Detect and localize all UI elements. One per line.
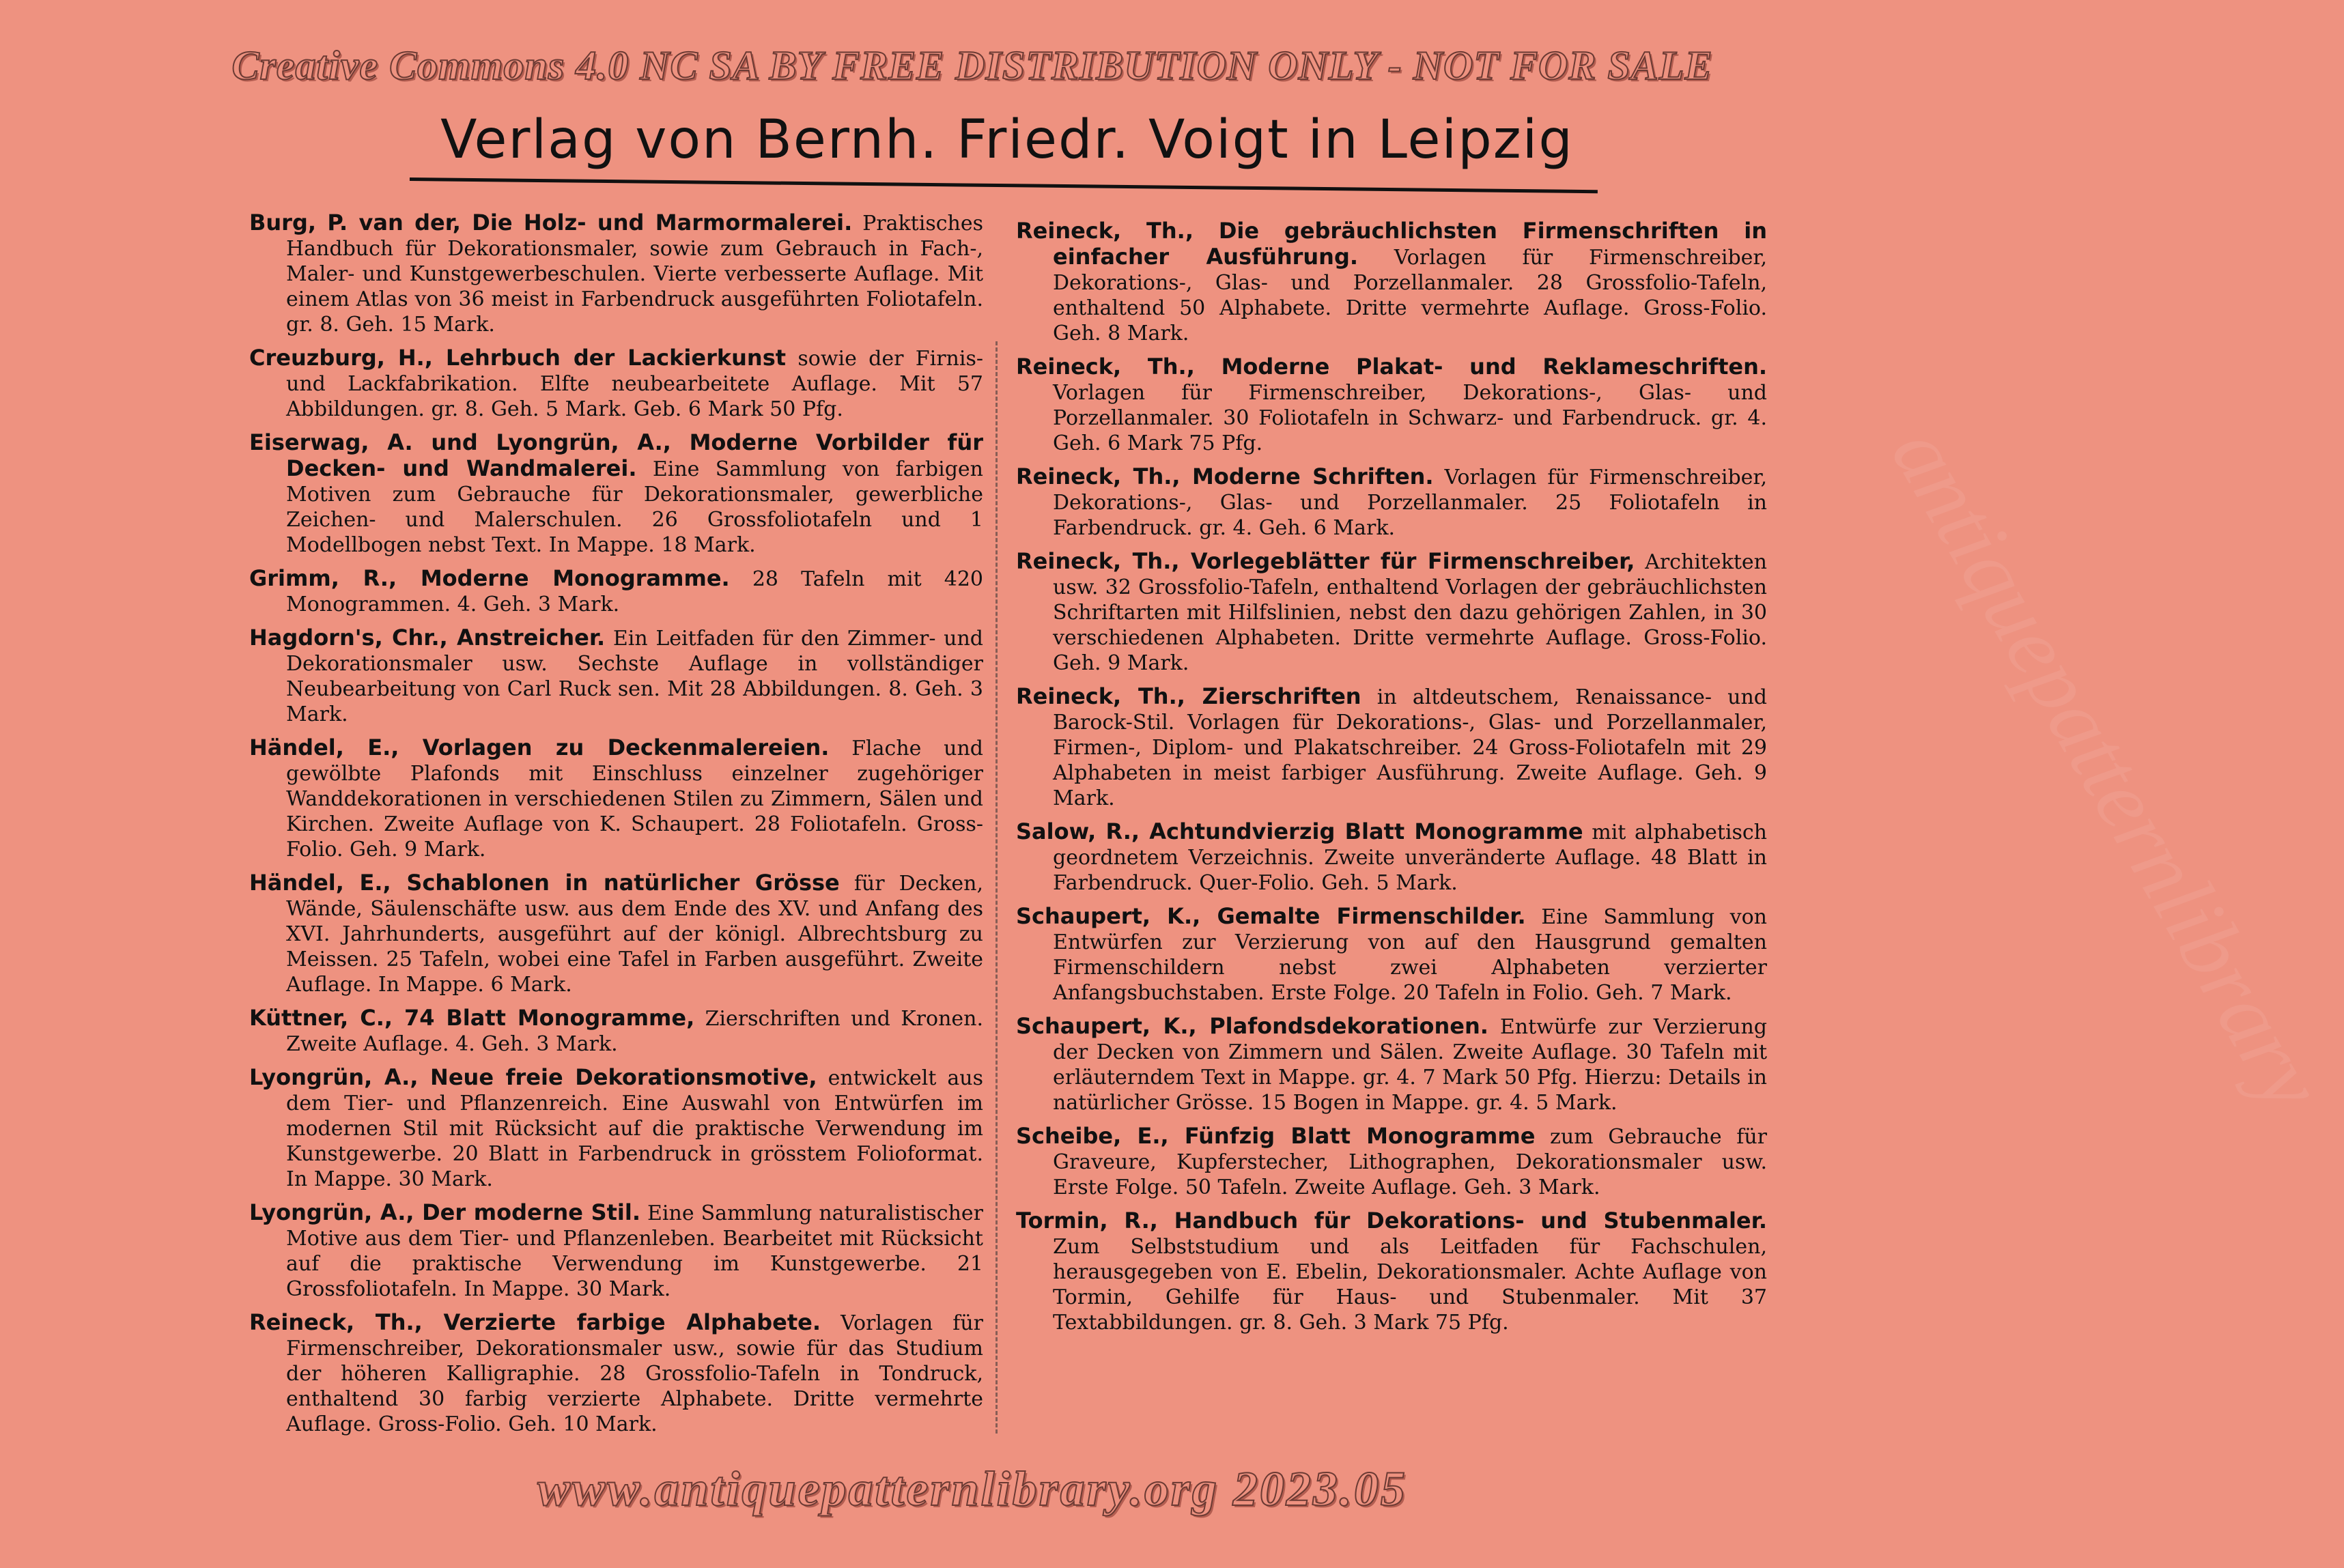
- title-underline: [410, 177, 1598, 193]
- entry-heading: Lyongrün, A., Der moderne Stil.: [249, 1199, 641, 1225]
- entry-heading: Reineck, Th., Moderne Schriften.: [1016, 464, 1434, 489]
- entry-text: Vorlagen für Firmenschreiber, Dekorations-, Glas- und Porzellanmaler. 25 Foliotafeln in Farbendruck. gr. 4. Geh. 6 Mark.: [1053, 466, 1768, 540]
- entry-text: zum Gebrauche für Graveure, Kupferstecher, Lithographen, Dekorationsmaler usw. Erste Folge. 50 Tafeln. Zweite Auflage. Geh. 3 Mark.: [1053, 1125, 1767, 1199]
- entry-heading: Reineck, Th., Die gebräuchlichsten Firmenschriften in einfacher Ausführung.: [1016, 218, 1767, 270]
- entry-heading: Schaupert, K., Plafondsdekorationen.: [1016, 1013, 1488, 1039]
- entry-heading: Händel, E., Vorlagen zu Deckenmalereien.: [249, 735, 830, 760]
- catalog-entry: [249, 566, 983, 617]
- catalog-entry: [1016, 464, 1767, 541]
- catalog-entry: [1016, 904, 1767, 1006]
- entry-heading: Reineck, Th., Verzierte farbige Alphabete.: [249, 1309, 821, 1335]
- entry-text: Eine Sammlung naturalistischer Motive aus dem Tier- und Pflanzenleben. Bearbeitet mit Rücksicht auf die praktische Verwendung im Kunstgewerbe. 21 Grossfoliotafeln. In Mappe. 30 Mark.: [286, 1201, 984, 1301]
- catalog-entry: [1016, 549, 1767, 676]
- entry-text: mit alphabetisch geordnetem Verzeichnis. Zweite unveränderte Auflage. 48 Blatt in Farbendruck. Quer-Folio. Geh. 5 Mark.: [1053, 821, 1767, 895]
- entry-text: für Decken, Wände, Säulenschäfte usw. aus dem Ende des XV. und Anfang des XVI. Jahrhunderts, ausgeführt auf der königl. Albrechtsburg zu Meissen. 25 Tafeln, wobei eine Tafel in Farben ausgeführt. Zweite Auflage. In Mappe. 6 Mark.: [286, 872, 984, 997]
- catalog-entry: [1016, 218, 1767, 346]
- catalog-entry: [1016, 1208, 1767, 1335]
- entry-heading: Creuzburg, H., Lehrbuch der Lackierkunst: [249, 345, 787, 371]
- entry-heading: Reineck, Th., Zierschriften: [1016, 683, 1361, 709]
- entry-heading: Eiserwag, A. und Lyongrün, A., Moderne Vorbilder für Decken- und Wandmalerei.: [249, 429, 983, 481]
- catalog-entry: [1016, 684, 1767, 811]
- catalog-entry: [249, 1065, 983, 1192]
- entry-heading: Hagdorn's, Chr., Anstreicher.: [249, 625, 606, 651]
- entry-heading: Reineck, Th., Vorlegeblätter für Firmenschreiber,: [1016, 548, 1635, 574]
- entry-text: Eine Sammlung von farbigen Motiven zum Gebrauche für Dekorationsmaler, gewerbliche Zeichen- und Malerschulen. 26 Grossfoliotafeln und 1 Modellbogen nebst Text. In Mappe. 18 Mark.: [286, 457, 983, 557]
- entry-heading: Scheibe, E., Fünfzig Blatt Monogramme: [1016, 1123, 1536, 1149]
- entry-text: Vorlagen für Firmenschreiber, Dekorationsmaler usw., sowie für das Studium der höheren Kalligraphie. 28 Grossfolio-Tafeln in Tondruck, enthaltend 30 farbig verzierte Alphabete. Dritte vermehrte Auflage. Gross-Folio. Geh. 10 Mark.: [286, 1311, 983, 1436]
- catalog-entry: [249, 1006, 983, 1057]
- entry-text: in altdeutschem, Renaissance- und Barock-Stil. Vorlagen für Dekorations-, Glas- und Porzellanmaler, Firmen-, Diplom- und Plakatschreiber. 24 Gross-Foliotafeln mit 29 Alphabeten in meist farbiger Ausführung. Zweite Auflage. Geh. 9 Mark.: [1053, 685, 1767, 810]
- entry-text: sowie der Firnis- und Lackfabrikation. Elfte neubearbeitete Auflage. Mit 57 Abbildungen. gr. 8. Geh. 5 Mark. Geb. 6 Mark 50 Pfg.: [286, 347, 983, 421]
- footer-url: www.antiquepatternlibrary.org 2023.05: [537, 1462, 1407, 1516]
- entry-text: Zum Selbststudium und als Leitfaden für Fachschulen, herausgegeben von E. Ebelin, Dekorationsmaler. Achte Auflage von Tormin, Gehilfe für Haus- und Stubenmaler. Mit 37 Textabbildungen. gr. 8. Geh. 3 Mark 75 Pfg.: [1053, 1235, 1767, 1335]
- entry-text: Flache und gewölbte Plafonds mit Einschluss einzelner zugehöriger Wanddekorationen in verschiedenen Stilen zu Zimmern, Sälen und Kirchen. Zweite Auflage von K. Schaupert. 28 Foliotafeln. Gross-Folio. Geh. 9 Mark.: [286, 737, 983, 861]
- entry-text: Vorlagen für Firmenschreiber, Dekorations-, Glas- und Porzellanmaler. 28 Grossfolio-Tafeln, enthaltend 50 Alphabete. Dritte vermehrte Auflage. Gross-Folio. Geh. 8 Mark.: [1053, 246, 1767, 345]
- page-title: Verlag von Bernh. Friedr. Voigt in Leipzig: [440, 109, 1574, 171]
- catalog-entry: [1016, 1014, 1767, 1115]
- entry-heading: Grimm, R., Moderne Monogramme.: [249, 565, 730, 591]
- left-column: [249, 210, 983, 1445]
- catalog-entry: [1016, 1124, 1767, 1200]
- entry-heading: Küttner, C., 74 Blatt Monogramme,: [249, 1005, 695, 1031]
- right-column: [1016, 218, 1767, 1343]
- entry-text: Eine Sammlung von Entwürfen zur Verzierung von auf den Hausgrund gemalten Firmenschildern nebst zwei Alphabeten verzierter Anfangsbuchstaben. Erste Folge. 20 Tafeln in Folio. Geh. 7 Mark.: [1053, 905, 1767, 1005]
- catalog-entry: [249, 210, 983, 337]
- entry-text: Zierschriften und Kronen. Zweite Auflage. 4. Geh. 3 Mark.: [286, 1007, 984, 1056]
- entry-heading: Burg, P. van der, Die Holz- und Marmormalerei.: [249, 210, 853, 236]
- catalog-entry: [249, 1200, 983, 1302]
- entry-text: Entwürfe zur Verzierung der Decken von Zimmern und Sälen. Zweite Auflage. 30 Tafeln mit erläuterndem Text in Mappe. gr. 4. 7 Mark 50 Pfg. Hierzu: Details in natürlicher Grösse. 15 Bogen in Mappe. gr. 4. 5 Mark.: [1053, 1015, 1767, 1115]
- watermark: antiquepatternlibrary: [1872, 410, 2343, 1126]
- catalog-entry: [1016, 819, 1767, 896]
- entry-text: 28 Tafeln mit 420 Monogrammen. 4. Geh. 3 Mark.: [286, 567, 984, 616]
- entry-heading: Lyongrün, A., Neue freie Dekorationsmotive,: [249, 1064, 817, 1090]
- entry-text: Vorlagen für Firmenschreiber, Dekorations-, Glas- und Porzellanmaler. 30 Foliotafeln in Schwarz- und Farbendruck. gr. 4. Geh. 6 Mark 75 Pfg.: [1053, 381, 1767, 455]
- entry-heading: Salow, R., Achtundvierzig Blatt Monogramme: [1016, 818, 1583, 844]
- entry-text: Architekten usw. 32 Grossfolio-Tafeln, enthaltend Vorlagen der gebräuchlichsten Schriftarten mit Hilfslinien, nebst den dazu gehörigen Zahlen, in 30 verschiedenen Alphabeten. Dritte vermehrte Auflage. Gross-Folio. Geh. 9 Mark.: [1053, 550, 1767, 675]
- entry-heading: Tormin, R., Handbuch für Dekorations- und Stubenmaler.: [1016, 1208, 1767, 1234]
- entry-text: Ein Leitfaden für den Zimmer- und Dekorationsmaler usw. Sechste Auflage in vollständiger Neubearbeitung von Carl Ruck sen. Mit 28 Abbildungen. 8. Geh. 3 Mark.: [286, 627, 983, 726]
- entry-heading: Händel, E., Schablonen in natürlicher Grösse: [249, 870, 840, 896]
- catalog-entry: [249, 345, 983, 422]
- entry-heading: Reineck, Th., Moderne Plakat- und Reklameschriften.: [1016, 354, 1767, 380]
- entry-heading: Schaupert, K., Gemalte Firmenschilder.: [1016, 903, 1526, 929]
- catalog-entry: [249, 625, 983, 727]
- column-divider: [996, 341, 998, 1434]
- entry-text: Praktisches Handbuch für Dekorationsmaler, sowie zum Gebrauch in Fach-, Maler- und Kunstgewerbeschulen. Vierte verbesserte Auflage. Mit einem Atlas von 36 meist in Farbendruck ausgeführten Foliotafeln. gr. 8. Geh. 15 Mark.: [286, 212, 983, 337]
- license-banner: Creative Commons 4.0 NC SA BY FREE DISTRIBUTION ONLY - NOT FOR SALE: [231, 43, 1713, 88]
- entry-text: entwickelt aus dem Tier- und Pflanzenreich. Eine Auswahl von Entwürfen im modernen Stil mit Rücksicht auf die praktische Verwendung im Kunstgewerbe. 20 Blatt in Farbendruck in grösstem Folioformat. In Mappe. 30 Mark.: [286, 1066, 983, 1191]
- catalog-entry: [249, 430, 983, 558]
- catalog-entry: [1016, 354, 1767, 456]
- catalog-entry: [249, 1310, 983, 1437]
- catalog-entry: [249, 870, 983, 997]
- catalog-entry: [249, 735, 983, 862]
